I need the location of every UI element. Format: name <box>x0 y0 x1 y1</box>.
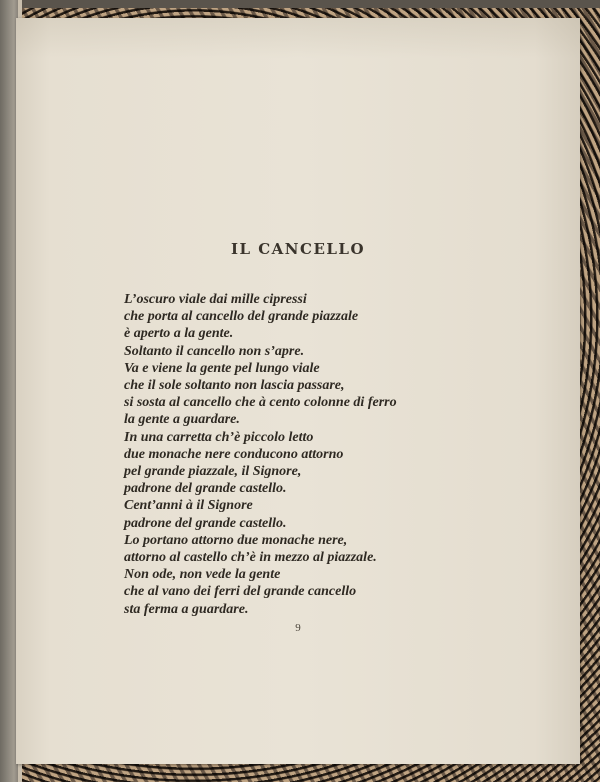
poem-line: Va e viene la gente pel lungo viale <box>124 360 320 376</box>
poem-line: padrone del grande castello. <box>124 481 287 497</box>
poem-line: la gente a guardare. <box>124 412 240 428</box>
poem-line: attorno al castello ch’è in mezzo al piazzale. <box>124 550 377 566</box>
poem-line: che porta al cancello del grande piazzale <box>124 309 359 325</box>
poem-line: padrone del grande castello. <box>124 515 287 531</box>
poem-line: Cent’anni à il Signore <box>124 498 253 514</box>
poem-line: si sosta al cancello che à cento colonne di ferro <box>124 395 397 411</box>
poem-line: sta ferma a guardare. <box>124 601 249 617</box>
poem-line: che il sole soltanto non lascia passare, <box>124 378 345 394</box>
poem-line: Non ode, non vede la gente <box>124 567 281 583</box>
poem-line: Soltanto il cancello non s’apre. <box>124 343 305 359</box>
poem-body <box>124 291 564 618</box>
book-page <box>16 18 580 764</box>
poem-line: L’oscuro viale dai mille cipressi <box>124 292 307 307</box>
poem-line: Lo portano attorno due monache nere, <box>124 532 348 548</box>
poem-title: IL CANCELLO <box>230 240 366 258</box>
page-shading <box>16 18 580 58</box>
poem-line: due monache nere conducono attorno <box>124 446 344 462</box>
page-number: 9 <box>295 622 301 634</box>
poem-line: è aperto a la gente. <box>124 326 234 342</box>
poem-line: In una carretta ch’è piccolo letto <box>124 429 314 445</box>
poem-line: che al vano dei ferri del grande cancello <box>124 584 357 600</box>
poem-line: pel grande piazzale, il Signore, <box>124 464 302 480</box>
